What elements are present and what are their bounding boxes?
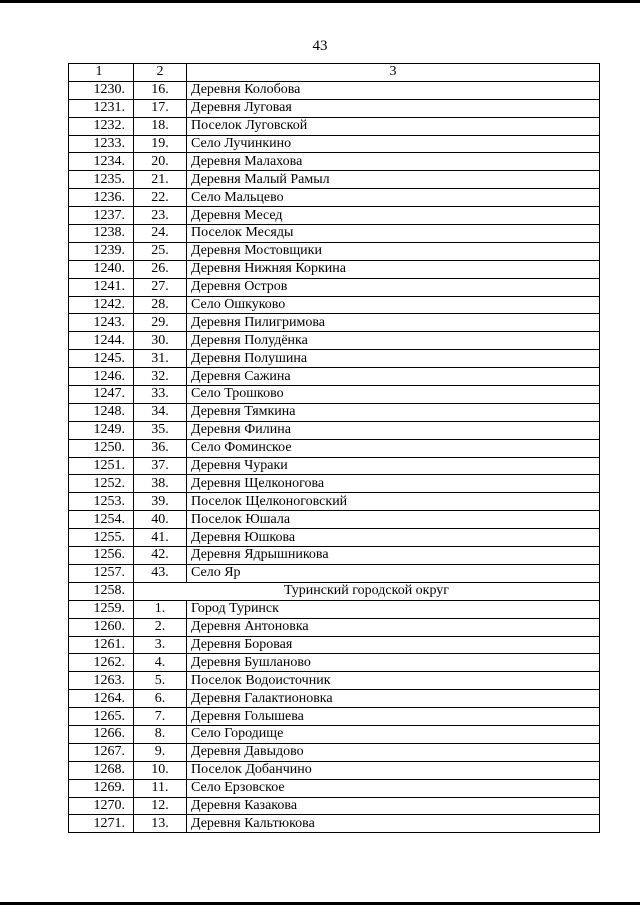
row-settlement-name: Деревня Месед [187, 207, 600, 225]
row-settlement-name: Деревня Давыдово [187, 743, 600, 761]
row-number: 1264. [69, 690, 134, 708]
table-row [69, 529, 600, 547]
row-settlement-name: Деревня Кальтюкова [187, 815, 600, 833]
row-settlement-name: Село Городище [187, 725, 600, 743]
row-number: 1270. [69, 797, 134, 815]
row-number: 1235. [69, 171, 134, 189]
table-row [69, 779, 600, 797]
row-sub-number: 8. [134, 725, 187, 743]
row-sub-number: 12. [134, 797, 187, 815]
row-number: 1239. [69, 242, 134, 260]
row-settlement-name: Деревня Бушланово [187, 654, 600, 672]
row-settlement-name: Деревня Чураки [187, 457, 600, 475]
section-row-number: 1258. [69, 582, 134, 600]
table-row [69, 135, 600, 153]
row-settlement-name: Деревня Ядрышникова [187, 547, 600, 565]
row-settlement-name: Деревня Сажина [187, 368, 600, 386]
row-sub-number: 32. [134, 368, 187, 386]
row-sub-number: 26. [134, 260, 187, 278]
row-sub-number: 41. [134, 529, 187, 547]
row-number: 1248. [69, 403, 134, 421]
table-row [69, 672, 600, 690]
row-number: 1265. [69, 708, 134, 726]
table-row [69, 654, 600, 672]
row-sub-number: 27. [134, 278, 187, 296]
row-sub-number: 35. [134, 421, 187, 439]
table-row [69, 564, 600, 582]
row-sub-number: 29. [134, 314, 187, 332]
table-row [69, 547, 600, 565]
row-settlement-name: Деревня Голышева [187, 708, 600, 726]
row-settlement-name: Деревня Малый Рамыл [187, 171, 600, 189]
row-settlement-name: Деревня Казакова [187, 797, 600, 815]
row-settlement-name: Село Мальцево [187, 189, 600, 207]
table-row [69, 332, 600, 350]
row-settlement-name: Деревня Юшкова [187, 529, 600, 547]
table-row [69, 743, 600, 761]
row-sub-number: 36. [134, 439, 187, 457]
row-number: 1244. [69, 332, 134, 350]
row-settlement-name: Село Яр [187, 564, 600, 582]
row-settlement-name: Город Туринск [187, 600, 600, 618]
row-number: 1268. [69, 761, 134, 779]
table-row [69, 189, 600, 207]
row-settlement-name: Село Ерзовское [187, 779, 600, 797]
row-sub-number: 31. [134, 350, 187, 368]
row-number: 1242. [69, 296, 134, 314]
table-row [69, 815, 600, 833]
row-settlement-name: Деревня Мостовщики [187, 242, 600, 260]
row-number: 1243. [69, 314, 134, 332]
row-sub-number: 38. [134, 475, 187, 493]
row-settlement-name: Деревня Галактионовка [187, 690, 600, 708]
table-row [69, 296, 600, 314]
section-row [69, 582, 600, 600]
row-settlement-name: Деревня Щелконогова [187, 475, 600, 493]
row-number: 1260. [69, 618, 134, 636]
row-sub-number: 3. [134, 636, 187, 654]
table-row [69, 81, 600, 99]
row-sub-number: 18. [134, 117, 187, 135]
table-row [69, 475, 600, 493]
row-number: 1263. [69, 672, 134, 690]
table-row [69, 618, 600, 636]
row-sub-number: 20. [134, 153, 187, 171]
table-row [69, 368, 600, 386]
row-settlement-name: Село Ошкуково [187, 296, 600, 314]
row-number: 1253. [69, 493, 134, 511]
row-settlement-name: Поселок Водоисточник [187, 672, 600, 690]
table-row [69, 153, 600, 171]
table-row [69, 797, 600, 815]
row-sub-number: 13. [134, 815, 187, 833]
row-sub-number: 17. [134, 99, 187, 117]
row-number: 1266. [69, 725, 134, 743]
row-sub-number: 30. [134, 332, 187, 350]
row-sub-number: 43. [134, 564, 187, 582]
table-row [69, 421, 600, 439]
row-number: 1256. [69, 547, 134, 565]
row-sub-number: 7. [134, 708, 187, 726]
table-row [69, 171, 600, 189]
row-sub-number: 40. [134, 511, 187, 529]
row-number: 1262. [69, 654, 134, 672]
row-settlement-name: Деревня Боровая [187, 636, 600, 654]
row-number: 1254. [69, 511, 134, 529]
row-sub-number: 37. [134, 457, 187, 475]
row-number: 1261. [69, 636, 134, 654]
row-sub-number: 2. [134, 618, 187, 636]
row-number: 1230. [69, 81, 134, 99]
table-row [69, 117, 600, 135]
row-settlement-name: Деревня Антоновка [187, 618, 600, 636]
section-title: Туринский городской округ [134, 582, 600, 600]
table-row [69, 350, 600, 368]
row-settlement-name: Поселок Юшала [187, 511, 600, 529]
row-sub-number: 34. [134, 403, 187, 421]
page-number: 43 [312, 38, 328, 54]
table-header-row [69, 64, 600, 82]
row-number: 1255. [69, 529, 134, 547]
row-number: 1259. [69, 600, 134, 618]
row-number: 1250. [69, 439, 134, 457]
table-row [69, 636, 600, 654]
row-sub-number: 11. [134, 779, 187, 797]
column-header-2: 2 [134, 64, 187, 82]
row-number: 1231. [69, 99, 134, 117]
row-sub-number: 22. [134, 189, 187, 207]
row-settlement-name: Деревня Нижняя Коркина [187, 260, 600, 278]
row-number: 1245. [69, 350, 134, 368]
row-sub-number: 4. [134, 654, 187, 672]
row-settlement-name: Деревня Филина [187, 421, 600, 439]
column-header-1: 1 [69, 64, 134, 82]
row-number: 1232. [69, 117, 134, 135]
row-number: 1240. [69, 260, 134, 278]
row-settlement-name: Поселок Щелконоговский [187, 493, 600, 511]
row-sub-number: 33. [134, 386, 187, 404]
row-settlement-name: Деревня Полудёнка [187, 332, 600, 350]
row-number: 1246. [69, 368, 134, 386]
row-settlement-name: Село Трошково [187, 386, 600, 404]
row-settlement-name: Поселок Месяды [187, 225, 600, 243]
row-sub-number: 10. [134, 761, 187, 779]
table-row [69, 403, 600, 421]
row-settlement-name: Деревня Тямкина [187, 403, 600, 421]
table-body [69, 64, 600, 833]
row-number: 1238. [69, 225, 134, 243]
table-row [69, 99, 600, 117]
row-number: 1234. [69, 153, 134, 171]
row-settlement-name: Село Лучинкино [187, 135, 600, 153]
row-number: 1257. [69, 564, 134, 582]
row-settlement-name: Поселок Добанчино [187, 761, 600, 779]
table-row [69, 225, 600, 243]
table-row [69, 278, 600, 296]
settlements-table [68, 63, 600, 833]
row-number: 1241. [69, 278, 134, 296]
table-row [69, 690, 600, 708]
row-settlement-name: Деревня Остров [187, 278, 600, 296]
row-sub-number: 1. [134, 600, 187, 618]
row-sub-number: 6. [134, 690, 187, 708]
row-number: 1252. [69, 475, 134, 493]
row-settlement-name: Село Фоминское [187, 439, 600, 457]
row-sub-number: 39. [134, 493, 187, 511]
table-row [69, 725, 600, 743]
row-settlement-name: Деревня Пилигримова [187, 314, 600, 332]
row-sub-number: 42. [134, 547, 187, 565]
row-number: 1271. [69, 815, 134, 833]
row-number: 1236. [69, 189, 134, 207]
row-sub-number: 19. [134, 135, 187, 153]
table-row [69, 600, 600, 618]
row-sub-number: 28. [134, 296, 187, 314]
table-row [69, 242, 600, 260]
table-row [69, 386, 600, 404]
row-settlement-name: Поселок Луговской [187, 117, 600, 135]
row-number: 1269. [69, 779, 134, 797]
table-row [69, 493, 600, 511]
table-row [69, 260, 600, 278]
row-sub-number: 9. [134, 743, 187, 761]
table-row [69, 439, 600, 457]
row-number: 1249. [69, 421, 134, 439]
row-settlement-name: Деревня Колобова [187, 81, 600, 99]
row-number: 1233. [69, 135, 134, 153]
table-row [69, 457, 600, 475]
table-row [69, 708, 600, 726]
table-row [69, 761, 600, 779]
column-header-3: 3 [187, 64, 600, 82]
table-row [69, 314, 600, 332]
row-sub-number: 25. [134, 242, 187, 260]
row-sub-number: 24. [134, 225, 187, 243]
row-sub-number: 21. [134, 171, 187, 189]
row-sub-number: 23. [134, 207, 187, 225]
row-number: 1251. [69, 457, 134, 475]
row-sub-number: 16. [134, 81, 187, 99]
row-settlement-name: Деревня Луговая [187, 99, 600, 117]
row-number: 1267. [69, 743, 134, 761]
table-row [69, 207, 600, 225]
row-settlement-name: Деревня Полушина [187, 350, 600, 368]
row-number: 1247. [69, 386, 134, 404]
row-number: 1237. [69, 207, 134, 225]
row-settlement-name: Деревня Малахова [187, 153, 600, 171]
table-row [69, 511, 600, 529]
row-sub-number: 5. [134, 672, 187, 690]
page-top-edge [0, 0, 640, 3]
